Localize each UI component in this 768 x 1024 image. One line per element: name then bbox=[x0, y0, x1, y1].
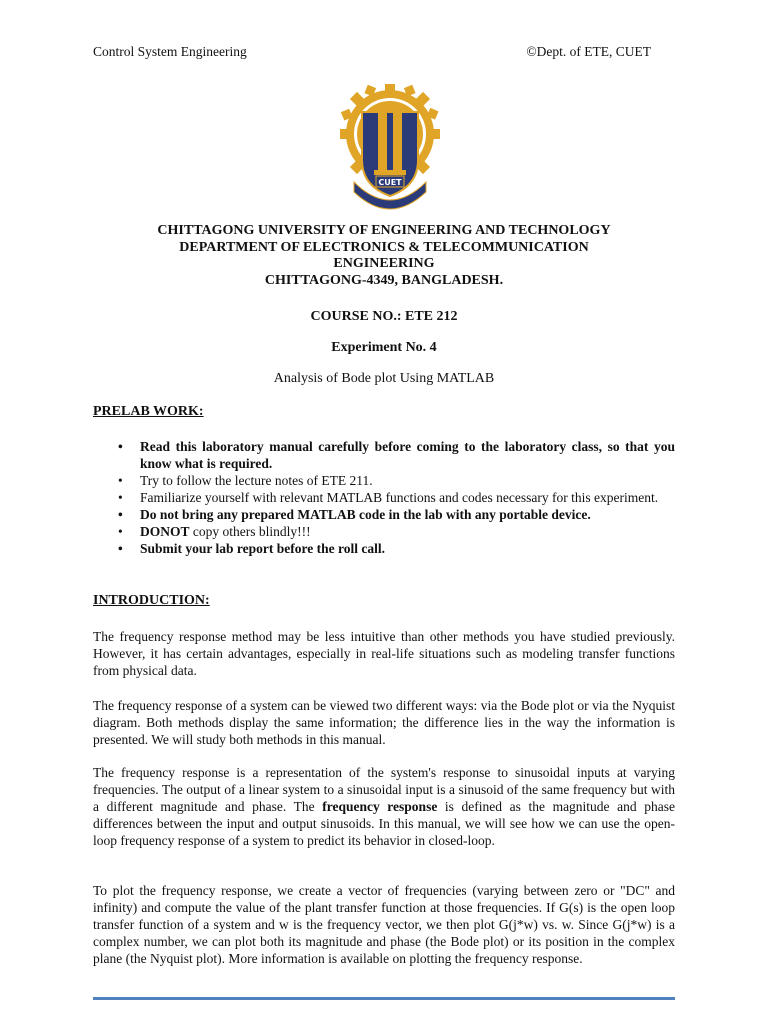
intro-paragraph-3 bbox=[93, 764, 675, 849]
paragraph-emphasis: frequency response bbox=[322, 799, 438, 814]
cuet-logo bbox=[340, 82, 440, 214]
list-item: • Familiarize yourself with relevant MATLAB functions and codes necessary for this experiment. bbox=[93, 489, 675, 506]
experiment-number: Experiment No. 4 bbox=[331, 340, 437, 355]
department-name: DEPARTMENT OF ELECTRONICS & TELECOMMUNICATION bbox=[179, 239, 589, 255]
logo-label: CUET bbox=[378, 178, 402, 187]
prelab-heading: PRELAB WORK: bbox=[93, 404, 204, 419]
introduction-heading: INTRODUCTION: bbox=[93, 593, 210, 608]
list-item: • Try to follow the lecture notes of ETE 211. bbox=[93, 472, 675, 489]
list-item-text: copy others blindly!!! bbox=[189, 524, 311, 539]
list-item-emphasis: DONOT bbox=[140, 524, 190, 539]
university-block bbox=[93, 223, 675, 289]
paragraph-text: The frequency response is a representation of the system's response to sinusoidal inputs at varying frequencies. The output of a linear system to a sinusoidal input is a sinusoid of the same frequency but with a different magnitude and phase. The bbox=[93, 765, 675, 814]
list-item: • Do not bring any prepared MATLAB code in the lab with any portable device. bbox=[93, 506, 675, 523]
list-item: • Read this laboratory manual carefully before coming to the laboratory class, so that you know what is required. bbox=[93, 438, 675, 472]
list-item bbox=[93, 523, 675, 540]
paragraph-text: is defined as the magnitude and phase differences between the input and output sinusoids. In this manual, we will see how we can use the open-loop frequency response of a system to predict its behavior in closed-loop. bbox=[93, 799, 675, 848]
department-name-cont: ENGINEERING bbox=[333, 256, 435, 271]
course-number: COURSE NO.: ETE 212 bbox=[310, 309, 458, 324]
logo-badge bbox=[376, 176, 404, 187]
intro-paragraph-4: To plot the frequency response, we create a vector of frequencies (varying between zero or "DC" and infinity) and compute the value of the plant transfer function at those frequencies. If G(s) is the open loop transfer function of a system and w is the frequency vector, we then plot G(j*w) vs. w. Since G(j*w) is a complex number, we can plot both its magnitude and phase (the Bode plot) or its position in the complex plane (the Nyquist plot). More information is available on plotting the frequency response. bbox=[93, 883, 675, 966]
prelab-list bbox=[93, 438, 675, 557]
university-name: CHITTAGONG UNIVERSITY OF ENGINEERING AND TECHNOLOGY bbox=[157, 223, 611, 238]
experiment-title: Analysis of Bode plot Using MATLAB bbox=[273, 371, 495, 386]
intro-paragraph-1: The frequency response method may be less intuitive than other methods you have studied previously. However, it has certain advantages, especially in real-life situations such as modeling transfer functions from physical data. bbox=[93, 629, 675, 678]
list-item: • Submit your lab report before the roll call. bbox=[93, 540, 675, 557]
header-course-title: Control System Engineering bbox=[93, 44, 247, 59]
footer-rule bbox=[93, 997, 675, 1000]
header-department: ©Dept. of ETE, CUET bbox=[526, 44, 651, 59]
university-address: CHITTAGONG-4349, BANGLADESH. bbox=[264, 272, 504, 288]
intro-paragraph-2: The frequency response of a system can be viewed two different ways: via the Bode plot or via the Nyquist diagram. Both methods display the same information; the difference lies in the way the information is presented. We will study both methods in this manual. bbox=[93, 698, 675, 747]
